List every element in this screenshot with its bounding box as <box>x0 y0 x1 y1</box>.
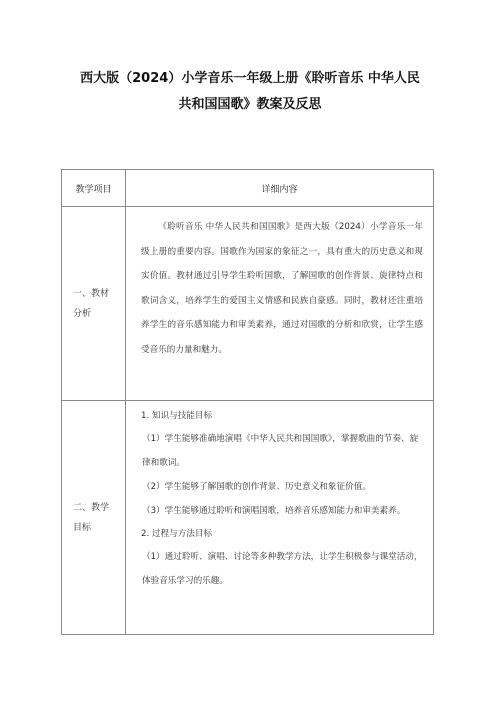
header-detail-content: 详细内容 <box>261 184 298 195</box>
header-teaching-item: 教学项目 <box>62 170 126 206</box>
analysis-paragraph: 《聆听音乐 中华人民共和国国歌》是西大版（2024）小学音乐一年级上册的重要内容。国歌作为国家的象征之一，具有重大的历史意义和现实价值。教材通过引导学生聆听国歌，了解国歌的创作背景、旋律特点和歌词含义，培养学生的爱国主义情感和民族自豪感。同时，教材还注重培养学生的音乐感知能力和审美素养，通过对国歌的分析和欣赏，让学生感受音乐的力量和魅力。 <box>141 222 423 355</box>
table-row-teaching-objectives <box>62 400 433 634</box>
title-line-1: 西大版（2024）小学音乐一年级上册《聆听音乐 中华人民 <box>80 71 420 86</box>
textbook-analysis-content <box>126 207 433 400</box>
lesson-plan-table <box>61 169 434 635</box>
table-header-row <box>62 170 433 206</box>
objective-item: （1）通过聆听、演唱、讨论等多种教学方法，让学生积极参与课堂活动，体验音乐学习的乐趣。 <box>142 552 423 586</box>
teaching-objectives-content <box>126 401 433 634</box>
objective-item: （2）学生能够了解国歌的创作背景、历史意义和象征价值。 <box>142 482 371 492</box>
table-row-textbook-analysis <box>62 206 433 400</box>
objective-heading-knowledge: 1. 知识与技能目标 <box>141 411 213 421</box>
document-title <box>60 66 440 118</box>
objective-item: （3）学生能够通过聆听和演唱国歌，培养音乐感知能力和审美素养。 <box>142 506 406 516</box>
title-line-2: 共和国国歌》教案及反思 <box>178 97 322 112</box>
row-label-teaching-objectives: 二、教学 目标 <box>62 401 126 634</box>
objective-heading-process: 2. 过程与方法目标 <box>141 529 213 539</box>
objective-item: （1）学生能够准确地演唱《中华人民共和国国歌》，掌握歌曲的节奏、旋律和歌词。 <box>142 434 419 468</box>
row-label-textbook-analysis: 一、教材 分析 <box>62 207 126 400</box>
